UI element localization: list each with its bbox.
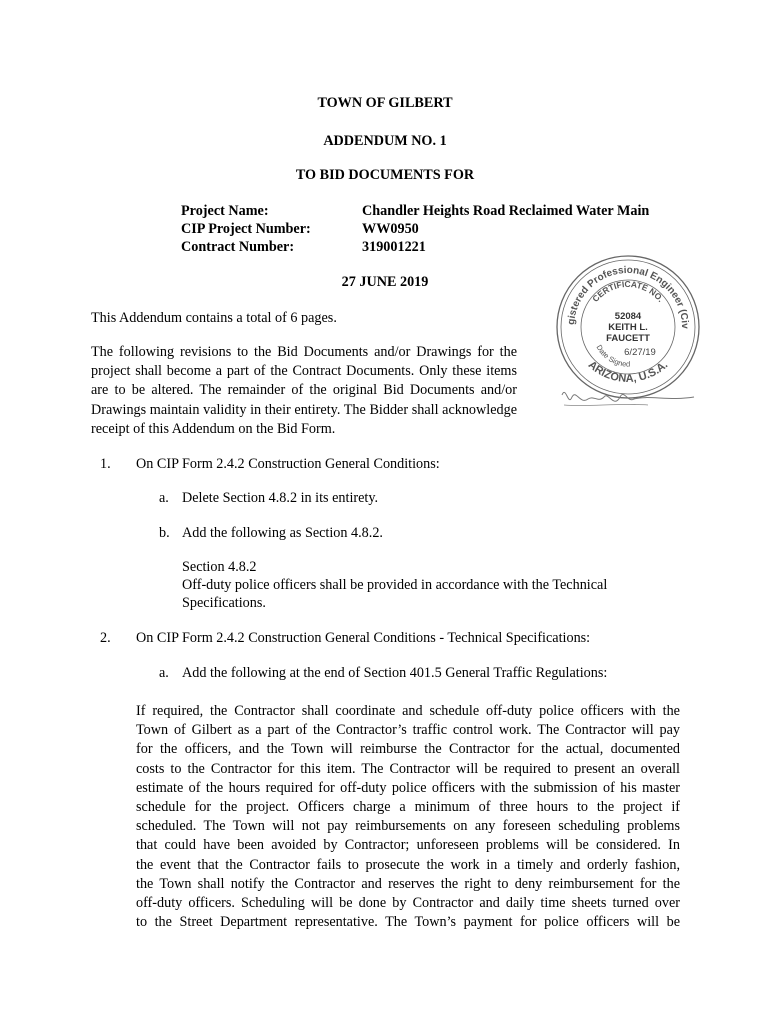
paragraph-line: schedule for the project. Officers charge a minimum of three hours to the project if <box>136 799 680 816</box>
traffic-regulation-paragraph <box>136 702 680 932</box>
seal-top-text: gistered Professional Engineer (Civ <box>565 264 691 329</box>
item-1-number: 1. <box>100 456 111 472</box>
seal-name-line1: KEITH L. <box>608 322 648 333</box>
intro-paragraph: The following revisions to the Bid Documents and/or Drawings for the project shall become a part of the Contract Documents. Only these items are to be altered. The remainder of the original Bid Documents and/or Drawings maintain validity in their entirety. The Bidder shall acknowledge receipt of this Addendum on the Bid Form. <box>91 344 517 437</box>
seal-certificate-text: CERTIFICATE NO. <box>590 278 666 304</box>
project-name-label: Project Name: <box>181 203 269 219</box>
contract-number-label: Contract Number: <box>181 239 295 255</box>
paragraph-line: for the officers, and the Town will reimburse the Contractor for the actual, documented <box>136 741 680 758</box>
cip-project-number-label: CIP Project Number: <box>181 221 311 237</box>
handwritten-signature <box>558 383 698 413</box>
item-1-text: On CIP Form 2.4.2 Construction General Conditions: <box>136 456 440 472</box>
item-1b-letter: b. <box>159 525 170 541</box>
project-name-value: Chandler Heights Road Reclaimed Water Main <box>362 203 650 219</box>
item-2-number: 2. <box>100 630 111 646</box>
item-1b-text: Add the following as Section 4.8.2. <box>182 525 383 541</box>
paragraph-line: estimate of the hours required for off-duty police officers with the submission of his master <box>136 779 680 796</box>
paragraph-line: that could have been avoided by Contractor; unforeseen problems will be considered. In <box>136 837 680 854</box>
item-2a-letter: a. <box>159 665 169 681</box>
item-1a-text: Delete Section 4.8.2 in its entirety. <box>182 490 379 506</box>
paragraph-line: off-duty officers. Scheduling will be done by Contractor and daily time sheets turned over <box>136 895 680 912</box>
engineer-seal <box>554 253 702 401</box>
seal-name-line2: FAUCETT <box>606 333 650 344</box>
addendum-title: ADDENDUM NO. 1 <box>323 133 447 149</box>
section-text-line-1: Off-duty police officers shall be provided in accordance with the Technical <box>182 577 608 593</box>
paragraph-line: the Town shall notify the Contractor and reserves the right to deny reimbursement for the <box>136 875 680 892</box>
paragraph-line: costs to the Contractor for this item. The Contractor will be required to present an overall <box>136 760 680 777</box>
seal-date-label: Date Signed <box>594 343 631 369</box>
cip-project-number-value: WW0950 <box>362 221 419 237</box>
paragraph-line: If required, the Contractor shall coordinate and schedule off-duty police officers with the <box>136 703 680 719</box>
section-title: Section 4.8.2 <box>182 559 257 575</box>
document-subtitle: TO BID DOCUMENTS FOR <box>295 167 475 183</box>
seal-graphic <box>554 253 702 401</box>
paragraph-line: to the Street Department representative. The Town’s payment for police officers will be <box>136 914 680 931</box>
seal-number: 52084 <box>614 311 642 322</box>
item-2-text: On CIP Form 2.4.2 Construction General Conditions - Technical Specifications: <box>136 630 591 646</box>
contract-number-value: 319001221 <box>362 239 426 255</box>
page-count-text: This Addendum contains a total of 6 pages. <box>91 310 337 326</box>
seal-bottom-text: ARIZONA, U.S.A. <box>585 358 671 385</box>
section-text-line-2: Specifications. <box>182 595 266 611</box>
seal-date-signed: 6/27/19 <box>624 347 656 358</box>
document-title: TOWN OF GILBERT <box>317 95 453 111</box>
paragraph-line: the event that the Contractor fails to prosecute the work in a timely and orderly fashion, <box>136 856 680 873</box>
item-1a-letter: a. <box>159 490 169 506</box>
document-date: 27 JUNE 2019 <box>341 274 429 290</box>
paragraph-line: Town of Gilbert as a part of the Contractor’s traffic control work. The Contractor will pay <box>136 722 680 739</box>
paragraph-line: scheduled. The Town will not pay reimbursements on any foreseen scheduling problems <box>136 818 680 835</box>
item-2a-text: Add the following at the end of Section 401.5 General Traffic Regulations: <box>182 665 608 681</box>
